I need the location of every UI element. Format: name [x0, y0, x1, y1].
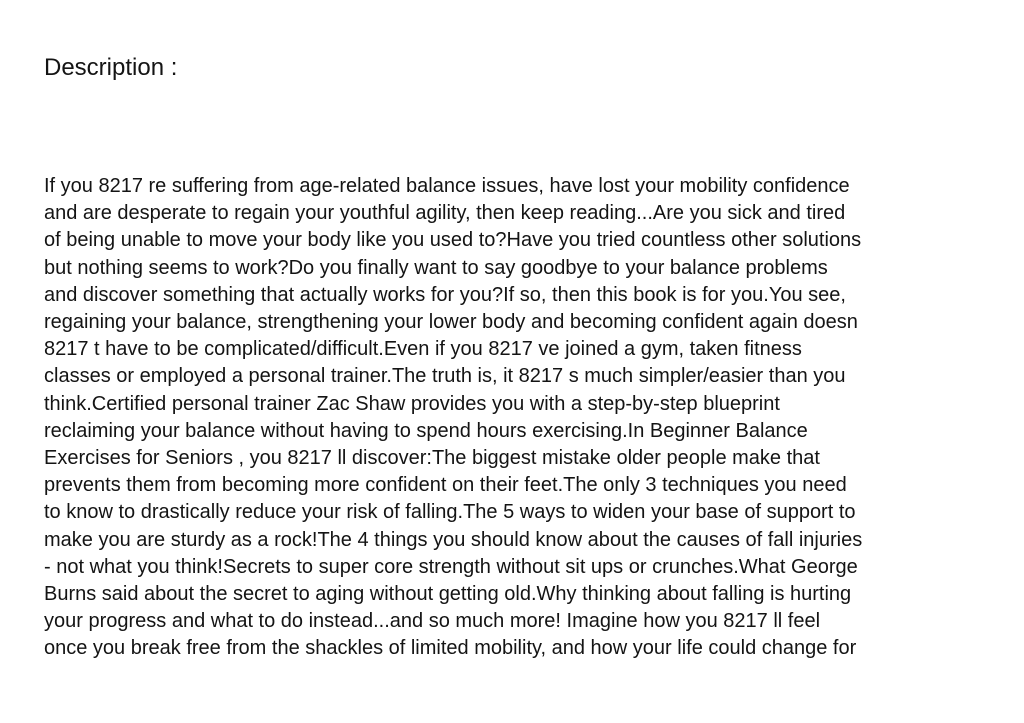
- body-line: 8217 t have to be complicated/difficult.Even if you 8217 ve joined a gym, taken fitness: [44, 338, 802, 361]
- body-line: - not what you think!Secrets to super core strength without sit ups or crunches.What George: [44, 555, 858, 578]
- body-line: classes or employed a personal trainer.The truth is, it 8217 s much simpler/easier than you: [44, 365, 846, 388]
- body-line: regaining your balance, strengthening your lower body and becoming confident again doesn: [44, 311, 858, 334]
- body-line: If you 8217 re suffering from age-related balance issues, have lost your mobility confidence: [44, 175, 850, 197]
- description-body: [44, 173, 1004, 663]
- body-line: prevents them from becoming more confident on their feet.The only 3 techniques you need: [44, 474, 847, 497]
- body-line: Exercises for Seniors , you 8217 ll discover:The biggest mistake older people make that: [44, 447, 820, 470]
- body-line: but nothing seems to work?Do you finally want to say goodbye to your balance problems: [44, 256, 828, 279]
- description-heading: Description :: [44, 54, 178, 81]
- body-line: reclaiming your balance without having to spend hours exercising.In Beginner Balance: [44, 419, 808, 442]
- body-line: think.Certified personal trainer Zac Shaw provides you with a step-by-step blueprint: [44, 392, 780, 415]
- body-line: Burns said about the secret to aging without getting old.Why thinking about falling is hurting: [44, 583, 852, 606]
- body-line: to know to drastically reduce your risk of falling.The 5 ways to widen your base of support to: [44, 501, 856, 524]
- body-line: and are desperate to regain your youthful agility, then keep reading...Are you sick and tired: [44, 202, 846, 225]
- body-line: make you are sturdy as a rock!The 4 things you should know about the causes of fall injuries: [44, 528, 863, 551]
- body-line: of being unable to move your body like you used to?Have you tried countless other solutions: [44, 229, 862, 252]
- body-line: and discover something that actually works for you?If so, then this book is for you.You see,: [44, 283, 846, 306]
- body-line: your progress and what to do instead...and so much more! Imagine how you 8217 ll feel: [44, 610, 821, 633]
- body-line: once you break free from the shackles of limited mobility, and how your life could change for: [44, 637, 857, 660]
